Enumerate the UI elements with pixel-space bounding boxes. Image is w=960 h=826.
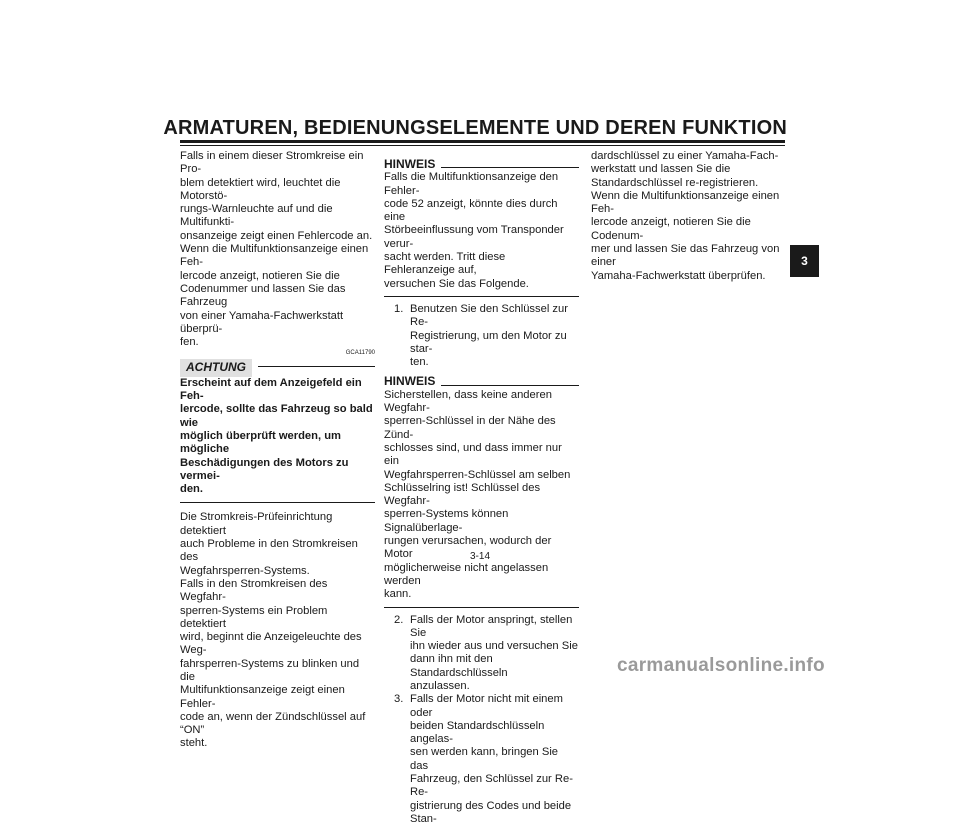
watermark-text: carmanualsonline.info — [617, 655, 825, 676]
note-text-2: Sicherstellen, dass keine anderen Wegfahr- sperren-Schlüssel in der Nähe des Zünd- schlosses sind, und dass immer nur ein Wegfahrsperren-Schlüssel am selben Schlüsselring ist! Schlüssel des Wegfahr- sperren-Systems können Signalüberlage- rungen verursachen, wodurch der Motor möglicherweise nicht angelassen werden kann. — [384, 388, 571, 601]
hinweis-line-2 — [441, 385, 579, 386]
closing-text: Wenn die Multifunktionsanzeige einen Feh- lercode anzeigt, notieren Sie die Codenum- mer und lassen Sie das Fahrzeug von einer Yamaha-Fachwerkstatt überprüfen. — [591, 189, 780, 282]
hinweis-line-1 — [441, 167, 579, 168]
chapter-tab: 3 — [790, 245, 819, 277]
column-left — [180, 150, 375, 751]
achtung-label: ACHTUNG — [180, 359, 252, 376]
warning-text: Erscheint auf dem Anzeigefeld ein Feh- lercode, sollte das Fahrzeug so bald wie möglich überprüft werden, um mögliche Beschädigungen des Motors zu vermei- den. — [180, 376, 373, 496]
hinweis-label-2: HINWEIS — [384, 374, 436, 389]
page-header-title: ARMATUREN, BEDIENUNGSELEMENTE UND DEREN FUNKTION — [163, 117, 787, 139]
reference-code: GCA11790 — [345, 350, 375, 357]
header-rule — [180, 140, 785, 143]
achtung-line — [258, 366, 375, 367]
page-number: 3-14 — [469, 551, 490, 562]
intro-text: Falls in einem dieser Stromkreise ein Pro- blem detektiert wird, leuchtet die Motorstö- rungs-Warnleuchte auf und die Multifunkti- onsanzeige zeigt einen Fehlercode an. Wenn die Multifunktionsanzeige einen Feh- lercode anzeigt, notieren Sie die Codenummer und lassen Sie das Fahrzeug von einer Yamaha-Fachwerkstatt überprü- fen. — [180, 150, 373, 349]
achtung-heading — [180, 350, 375, 376]
column-right — [591, 150, 789, 283]
hinweis-label-1: HINWEIS — [384, 157, 436, 171]
hinweis-heading-1 — [384, 158, 579, 171]
note-text-1: Falls die Multifunktionsanzeige den Fehler- code 52 anzeigt, könnte dies durch eine Störbeeinflussung vom Transponder verur- sacht werden. Tritt diese Fehleranzeige auf, versuchen Sie das Folgende. — [384, 171, 564, 290]
column-middle — [384, 150, 579, 826]
list-item-2: 2. Falls der Motor anspringt, stellen Sie ihn wieder aus und versuchen Sie dann ihn mit den Standardschlüsseln anzulassen. — [394, 613, 578, 692]
list-item-3-continued: dardschlüssel zu einer Yamaha-Fach- werkstatt und lassen Sie die Standardschlüssel re-registrieren. — [591, 150, 779, 189]
note-end-rule-1 — [384, 296, 579, 297]
list-item-3: 3. Falls der Motor nicht mit einem oder beiden Standardschlüsseln angelas- sen werden kann, bringen Sie das Fahrzeug, den Schlüssel zur Re-Re- gistrierung des Codes und beide Stan- — [394, 693, 573, 825]
hinweis-heading-2 — [384, 375, 579, 388]
body-text: Die Stromkreis-Prüfeinrichtung detektiert auch Probleme in den Stromkreisen des Wegfahrsperren-Systems. Falls in den Stromkreisen des Wegfahr- sperren-Systems ein Problem detektiert wird, beginnt die Anzeigeleuchte des Weg- fahrsperren-Systems zu blinken und die Multifunktionsanzeige zeigt einen Fehler- code an, wenn der Zündschlüssel auf “ON” steht. — [180, 511, 366, 750]
note-end-rule-2 — [384, 607, 579, 608]
list-item-1: 1. Benutzen Sie den Schlüssel zur Re- Registrierung, um den Motor zu star- ten. — [394, 302, 568, 369]
warning-end-rule — [180, 502, 375, 503]
header-rule-thin — [180, 145, 785, 146]
